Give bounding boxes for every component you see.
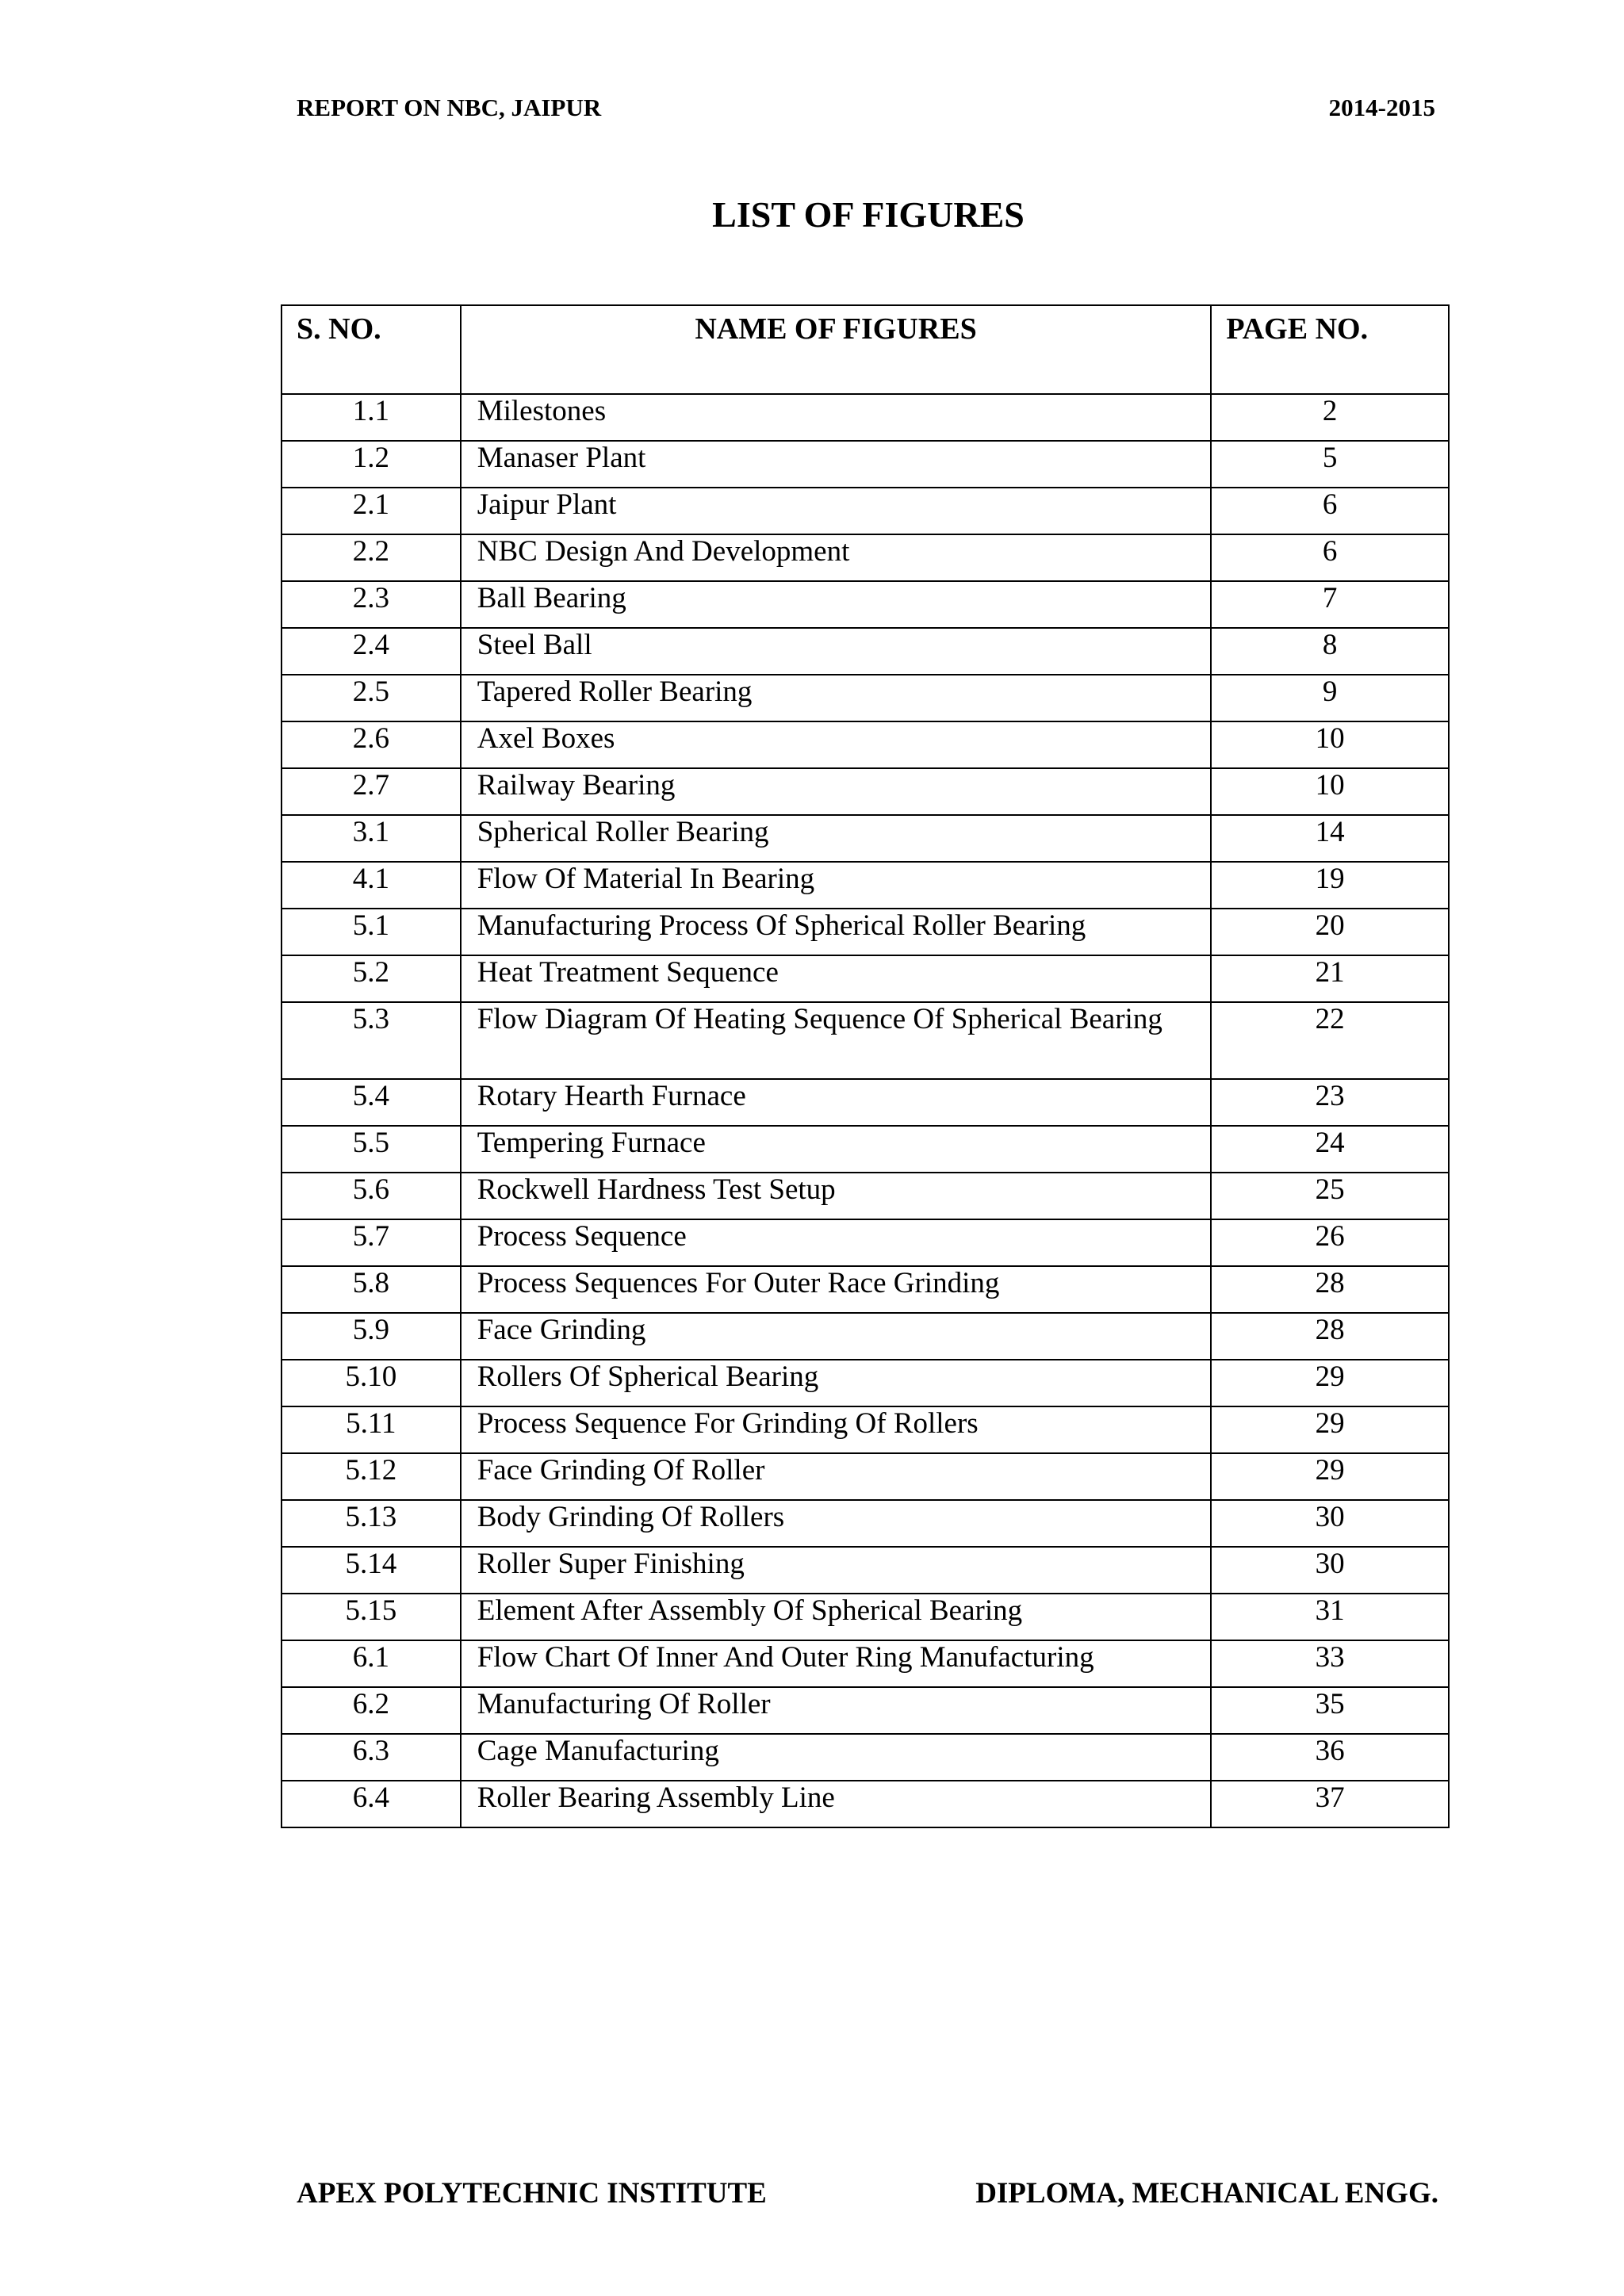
table-row [282, 955, 1449, 1002]
row-name: Tapered Roller Bearing [461, 675, 1212, 721]
table-row [282, 628, 1449, 675]
table-row [282, 1313, 1449, 1360]
table-row [282, 1002, 1449, 1079]
row-sno: 3.1 [282, 815, 461, 862]
row-sno: 5.4 [282, 1079, 461, 1126]
table-row [282, 815, 1449, 862]
row-sno: 1.1 [282, 394, 461, 441]
header-page: PAGE NO. [1211, 305, 1449, 394]
row-name: Rockwell Hardness Test Setup [461, 1173, 1212, 1219]
row-page: 6 [1211, 488, 1449, 534]
row-page: 10 [1211, 721, 1449, 768]
table-row [282, 1266, 1449, 1313]
row-name: Jaipur Plant [461, 488, 1212, 534]
footer-course: DIPLOMA, MECHANICAL ENGG. [975, 2177, 1438, 2210]
row-sno: 2.3 [282, 581, 461, 628]
row-name: Rollers Of Spherical Bearing [461, 1360, 1212, 1406]
row-page: 2 [1211, 394, 1449, 441]
row-sno: 5.14 [282, 1547, 461, 1594]
row-name: Flow Of Material In Bearing [461, 862, 1212, 909]
row-sno: 5.9 [282, 1313, 461, 1360]
row-sno: 5.7 [282, 1219, 461, 1266]
row-name: Manufacturing Of Roller [461, 1687, 1212, 1734]
row-sno: 5.2 [282, 955, 461, 1002]
row-name: Cage Manufacturing [461, 1734, 1212, 1781]
row-sno: 6.1 [282, 1640, 461, 1687]
row-sno: 2.5 [282, 675, 461, 721]
row-page: 25 [1211, 1173, 1449, 1219]
table-row [282, 1640, 1449, 1687]
table-row [282, 721, 1449, 768]
table-row [282, 768, 1449, 815]
row-page: 36 [1211, 1734, 1449, 1781]
row-sno: 2.7 [282, 768, 461, 815]
table-row [282, 1453, 1449, 1500]
row-sno: 1.2 [282, 441, 461, 488]
row-sno: 5.8 [282, 1266, 461, 1313]
table-row [282, 488, 1449, 534]
table-row [282, 534, 1449, 581]
table-row [282, 909, 1449, 955]
header-sno: S. NO. [282, 305, 461, 394]
row-page: 30 [1211, 1547, 1449, 1594]
header-report-title: REPORT ON NBC, JAIPUR [297, 94, 602, 121]
row-page: 30 [1211, 1500, 1449, 1547]
table-row [282, 1594, 1449, 1640]
row-name: Flow Diagram Of Heating Sequence Of Spherical Bearing [461, 1002, 1212, 1079]
row-name: Element After Assembly Of Spherical Bearing [461, 1594, 1212, 1640]
row-page: 28 [1211, 1313, 1449, 1360]
row-sno: 5.12 [282, 1453, 461, 1500]
table-row [282, 862, 1449, 909]
row-name: Process Sequence [461, 1219, 1212, 1266]
row-page: 14 [1211, 815, 1449, 862]
row-name: Body Grinding Of Rollers [461, 1500, 1212, 1547]
row-name: Manufacturing Process Of Spherical Roller Bearing [461, 909, 1212, 955]
row-page: 29 [1211, 1453, 1449, 1500]
row-sno: 2.1 [282, 488, 461, 534]
footer-institute: APEX POLYTECHNIC INSTITUTE [297, 2177, 767, 2210]
row-page: 29 [1211, 1360, 1449, 1406]
figures-table [281, 304, 1450, 1828]
row-name: Heat Treatment Sequence [461, 955, 1212, 1002]
page-footer [0, 2176, 1624, 2216]
table-row [282, 675, 1449, 721]
row-name: Process Sequence For Grinding Of Rollers [461, 1406, 1212, 1453]
row-page: 6 [1211, 534, 1449, 581]
row-page: 37 [1211, 1781, 1449, 1827]
row-sno: 4.1 [282, 862, 461, 909]
table-row [282, 1734, 1449, 1781]
table-row [282, 1500, 1449, 1547]
row-page: 28 [1211, 1266, 1449, 1313]
row-page: 22 [1211, 1002, 1449, 1079]
row-name: Roller Super Finishing [461, 1547, 1212, 1594]
row-sno: 2.4 [282, 628, 461, 675]
row-page: 10 [1211, 768, 1449, 815]
row-name: Steel Ball [461, 628, 1212, 675]
table-row [282, 394, 1449, 441]
row-name: Roller Bearing Assembly Line [461, 1781, 1212, 1827]
header-name: NAME OF FIGURES [461, 305, 1212, 394]
row-page: 8 [1211, 628, 1449, 675]
table-row [282, 1219, 1449, 1266]
row-page: 21 [1211, 955, 1449, 1002]
row-page: 35 [1211, 1687, 1449, 1734]
row-page: 19 [1211, 862, 1449, 909]
row-sno: 6.2 [282, 1687, 461, 1734]
row-sno: 5.15 [282, 1594, 461, 1640]
row-sno: 5.10 [282, 1360, 461, 1406]
row-page: 31 [1211, 1594, 1449, 1640]
row-page: 7 [1211, 581, 1449, 628]
row-name: Rotary Hearth Furnace [461, 1079, 1212, 1126]
header-year: 2014-2015 [1328, 94, 1435, 121]
row-sno: 2.6 [282, 721, 461, 768]
row-sno: 5.5 [282, 1126, 461, 1173]
row-name: Spherical Roller Bearing [461, 815, 1212, 862]
row-name: Axel Boxes [461, 721, 1212, 768]
row-name: Tempering Furnace [461, 1126, 1212, 1173]
row-name: Face Grinding Of Roller [461, 1453, 1212, 1500]
row-page: 24 [1211, 1126, 1449, 1173]
table-row [282, 1781, 1449, 1827]
row-sno: 5.3 [282, 1002, 461, 1079]
row-page: 20 [1211, 909, 1449, 955]
table-row [282, 1406, 1449, 1453]
row-page: 33 [1211, 1640, 1449, 1687]
row-name: Flow Chart Of Inner And Outer Ring Manufacturing [461, 1640, 1212, 1687]
table-row [282, 1126, 1449, 1173]
row-sno: 6.3 [282, 1734, 461, 1781]
table-row [282, 581, 1449, 628]
table-row [282, 1079, 1449, 1126]
table-row [282, 441, 1449, 488]
page-header [0, 94, 1624, 133]
table-row [282, 1173, 1449, 1219]
row-page: 9 [1211, 675, 1449, 721]
row-page: 26 [1211, 1219, 1449, 1266]
row-page: 23 [1211, 1079, 1449, 1126]
table-header-row [282, 305, 1449, 394]
table-row [282, 1547, 1449, 1594]
table-row [282, 1360, 1449, 1406]
row-name: Face Grinding [461, 1313, 1212, 1360]
row-sno: 5.13 [282, 1500, 461, 1547]
row-name: Railway Bearing [461, 768, 1212, 815]
table-row [282, 1687, 1449, 1734]
row-sno: 2.2 [282, 534, 461, 581]
row-name: Milestones [461, 394, 1212, 441]
row-sno: 5.1 [282, 909, 461, 955]
row-name: NBC Design And Development [461, 534, 1212, 581]
row-name: Process Sequences For Outer Race Grinding [461, 1266, 1212, 1313]
page-title: LIST OF FIGURES [712, 194, 1025, 235]
row-sno: 5.6 [282, 1173, 461, 1219]
row-page: 29 [1211, 1406, 1449, 1453]
row-sno: 6.4 [282, 1781, 461, 1827]
row-sno: 5.11 [282, 1406, 461, 1453]
row-name: Manaser Plant [461, 441, 1212, 488]
row-page: 5 [1211, 441, 1449, 488]
row-name: Ball Bearing [461, 581, 1212, 628]
